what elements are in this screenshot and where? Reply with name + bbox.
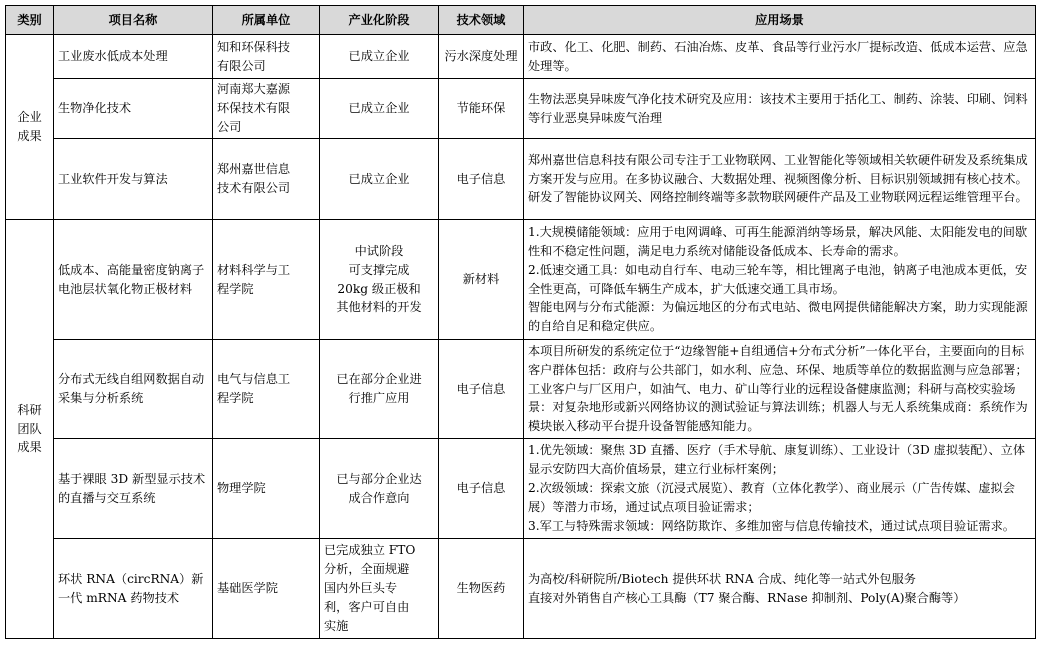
project-field: 电子信息	[439, 439, 524, 539]
table-header-row	[6, 6, 1036, 35]
project-stage: 中试阶段 可支撑完成 20kg 级正极和 其他材料的开发	[320, 220, 439, 340]
header-unit: 所属单位	[213, 6, 320, 35]
project-stage: 已成立企业	[320, 35, 439, 79]
project-unit: 电气与信息工 程学院	[213, 340, 320, 439]
project-scenario: 郑州嘉世信息科技有限公司专注于工业物联网、工业智能化等领域相关软硬件研发及系统集成方案开发与应用。在多协议融合、大数据处理、视频图像分析、目标识别领域拥有核心技术。研发了智能协议网关、网络控制终端等多款物联网硬件产品及工业物联网远程运维管理平台。	[524, 139, 1036, 220]
project-name: 基于裸眼 3D 新型显示技术的直播与交互系统	[54, 439, 213, 539]
project-stage: 已在部分企业进 行推广应用	[320, 340, 439, 439]
project-scenario: 1.优先领域：聚焦 3D 直播、医疗（手术导航、康复训练）、工业设计（3D 虚拟装配）、立体显示安防四大高价值场景，建立行业标杆案例； 2.次级领域：探索文旅（沉浸式展览）、教育（立体化教学）、商业展示（广告传媒、虚拟会展）等潜力市场，通过试点项目验证需求； 3.军工与特殊需求领域：网络防欺诈、多维加密与信息传输技术，通过试点项目验证需求。	[524, 439, 1036, 539]
project-field: 污水深度处理	[439, 35, 524, 79]
header-scenario: 应用场景	[524, 6, 1036, 35]
project-name: 工业软件开发与算法	[54, 139, 213, 220]
header-stage: 产业化阶段	[320, 6, 439, 35]
table-row	[6, 439, 1036, 539]
project-scenario: 生物法恶臭异味废气净化技术研究及应用：该技术主要用于括化工、制药、涂装、印刷、饲料等行业恶臭异味废气治理	[524, 79, 1036, 139]
project-field: 电子信息	[439, 340, 524, 439]
project-scenario: 1.大规模储能领域：应用于电网调峰、可再生能源消纳等场景，解决风能、太阳能发电的间歇性和不稳定性问题，满足电力系统对储能设备低成本、长寿命的需求。 2.低速交通工具：如电动自行车、电动三轮车等，相比锂离子电池，钠离子电池成本更低，安全性更高，可降低车辆生产成本，扩大低速交通工具市场。 智能电网与分布式能源：为偏远地区的分布式电站、微电网提供储能解决方案，助力实现能源的自给自足和稳定供应。	[524, 220, 1036, 340]
project-field: 生物医药	[439, 539, 524, 639]
project-field: 节能环保	[439, 79, 524, 139]
header-category: 类别	[6, 6, 54, 35]
project-unit: 物理学院	[213, 439, 320, 539]
table-row	[6, 139, 1036, 220]
projects-table	[5, 5, 1036, 639]
project-scenario: 为高校/科研院所/Biotech 提供环状 RNA 合成、纯化等一站式外包服务 直接对外销售自产核心工具酶（T7 聚合酶、RNase 抑制剂、Poly(A)聚合酶等）	[524, 539, 1036, 639]
project-stage: 已成立企业	[320, 79, 439, 139]
project-name: 环状 RNA（circRNA）新一代 mRNA 药物技术	[54, 539, 213, 639]
project-unit: 河南郑大嘉源 环保技术有限 公司	[213, 79, 320, 139]
project-unit: 基础医学院	[213, 539, 320, 639]
table-row	[6, 539, 1036, 639]
project-stage: 已完成独立 FTO 分析，全面规避 国内外巨头专 利，客户可自由 实施	[320, 539, 439, 639]
project-name: 分布式无线自组网数据自动采集与分析系统	[54, 340, 213, 439]
category-research: 科研 团队 成果	[6, 220, 54, 639]
project-scenario: 本项目所研发的系统定位于“边缘智能+自组通信+分布式分析”一体化平台，主要面向的目标客户群体包括：政府与公共部门，如水利、应急、环保、地质等单位的数据监测与应急部署；工业客户与厂区用户，如油气、电力、矿山等行业的远程设备健康监测；科研与高校实验场景：对复杂地形或新兴网络协议的测试验证与算法训练；机器人与无人系统集成商：系统作为模块嵌入移动平台提升设备智能感知能力。	[524, 340, 1036, 439]
project-name: 生物净化技术	[54, 79, 213, 139]
project-stage: 已与部分企业达 成合作意向	[320, 439, 439, 539]
project-name: 工业废水低成本处理	[54, 35, 213, 79]
table-row	[6, 340, 1036, 439]
project-field: 新材料	[439, 220, 524, 340]
project-stage: 已成立企业	[320, 139, 439, 220]
project-unit: 材料科学与工 程学院	[213, 220, 320, 340]
header-field: 技术领域	[439, 6, 524, 35]
header-project-name: 项目名称	[54, 6, 213, 35]
table-row	[6, 220, 1036, 340]
project-name: 低成本、高能量密度钠离子电池层状氧化物正极材料	[54, 220, 213, 340]
table-row	[6, 79, 1036, 139]
project-scenario: 市政、化工、化肥、制药、石油冶炼、皮革、食品等行业污水厂提标改造、低成本运营、应急处理等。	[524, 35, 1036, 79]
project-field: 电子信息	[439, 139, 524, 220]
project-unit: 知和环保科技 有限公司	[213, 35, 320, 79]
category-enterprise: 企业 成果	[6, 35, 54, 220]
table-row	[6, 35, 1036, 79]
project-unit: 郑州嘉世信息 技术有限公司	[213, 139, 320, 220]
